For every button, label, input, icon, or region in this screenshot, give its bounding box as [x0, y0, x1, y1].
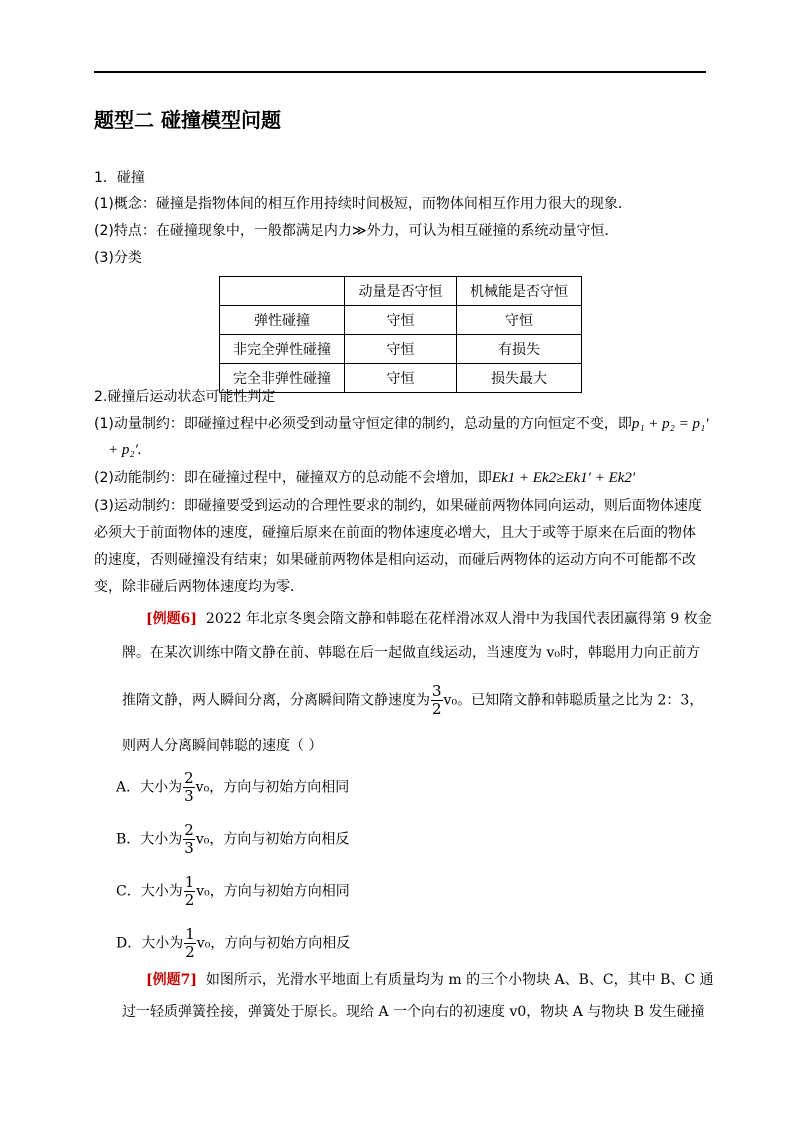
fraction [184, 874, 196, 909]
fraction [183, 822, 195, 857]
table-cell: 守恒 [345, 306, 457, 335]
example7-line: 过一轻质弹簧拴接，弹簧处于原长。现给 A 一个向右的初速度 v0，物块 A 与物块 B 发生碰撞 [122, 1004, 705, 1020]
table-header-cell: 动量是否守恒 [345, 277, 457, 306]
fraction-denominator: 3 [184, 787, 194, 805]
example7-line [146, 970, 714, 990]
possibility-heading: 2.碰撞后运动状态可能性判定 [94, 389, 276, 405]
concept-paragraph: (1)概念：碰撞是指物体间的相互作用持续时间极短，而物体间相互作用力很大的现象． [94, 196, 632, 212]
motion-constraint-line: 变，除非碰后两物体速度均为零． [94, 579, 304, 595]
fraction [184, 926, 196, 961]
fraction-denominator: 2 [184, 891, 195, 909]
momentum-constraint [94, 414, 709, 434]
table-header-cell: 机械能是否守恒 [457, 277, 582, 306]
table-cell: 有损失 [457, 335, 582, 364]
feature-paragraph: (2)特点：在碰撞现象中，一般都满足内力≫外力，可认为相互碰撞的系统动量守恒． [94, 223, 619, 239]
example6-line [146, 609, 712, 629]
motion-constraint-line: 必须大于前面物体的速度，碰撞后原来在前面的物体速度必增大，且大于或等于原来在后面的物体 [94, 525, 696, 541]
example6-line: 牌。在某次训练中隋文静在前、韩聪在后一起做直线运动，当速度为 v₀时，韩聪用力向正前方 [122, 645, 700, 661]
option-label: D．大小为 [116, 935, 184, 952]
fraction [431, 683, 443, 718]
header-rule [94, 71, 706, 73]
table-header-cell [220, 277, 345, 306]
table-cell: 守恒 [345, 335, 457, 364]
energy-constraint [94, 468, 635, 488]
example6-question: 则两人分离瞬间韩聪的速度（ ） [122, 738, 323, 754]
option-d[interactable] [116, 926, 350, 961]
fraction-numerator: 2 [184, 821, 194, 839]
table-header-row [220, 277, 582, 306]
collision-classification-table [219, 276, 582, 393]
motion-constraint-line: 的速度，否则碰撞没有结束；如果碰前两物体是相向运动，而碰后两物体的运动方向不可能都不改 [94, 552, 696, 568]
fraction-denominator: 3 [184, 839, 194, 857]
option-label: A．大小为 [116, 779, 183, 796]
fraction-numerator: 3 [432, 682, 442, 700]
option-text: v₀，方向与初始方向相反 [195, 831, 350, 848]
example6-text: 2022 年北京冬奥会隋文静和韩聪在花样滑冰双人滑中为我国代表团赢得第 9 枚金 [205, 611, 712, 627]
table-cell: 守恒 [457, 306, 582, 335]
section-title: 题型二 碰撞模型问题 [94, 108, 281, 132]
fraction-numerator: 2 [184, 769, 194, 787]
fraction [183, 770, 195, 805]
energy-constraint-text: (2)动能制约：即在碰撞过程中，碰撞双方的总动能不会增加，即 [94, 470, 492, 486]
example6-text: v₀。已知隋文静和韩聪质量之比为 2：3， [443, 692, 704, 709]
motion-constraint-line: (3)运动制约：即碰撞要受到运动的合理性要求的制约，如果碰前两物体同向运动，则后面物体速度 [94, 498, 702, 514]
option-b[interactable] [116, 822, 349, 857]
option-label: C．大小为 [116, 883, 183, 900]
option-a[interactable] [116, 770, 349, 805]
fraction-numerator: 1 [185, 925, 195, 943]
momentum-formula: p₁ + p₂ = p₁′ [631, 416, 709, 432]
example6-line [122, 683, 703, 718]
option-text: v₀，方向与初始方向相反 [196, 935, 351, 952]
table-cell: 守恒 [345, 364, 457, 393]
example7-tag: [例题7] [146, 972, 197, 988]
collision-heading: 1．碰撞 [94, 170, 145, 186]
energy-formula: Ek1 + Ek2≥Ek1′ + Ek2′ [491, 470, 636, 486]
fraction-denominator: 2 [185, 943, 195, 961]
option-text: v₀，方向与初始方向相同 [196, 883, 350, 900]
table-cell: 完全非弹性碰撞 [220, 364, 345, 393]
fraction-denominator: 2 [432, 700, 442, 718]
momentum-constraint-text: (1)动量制约：即碰撞过程中必须受到动量守恒定律的制约，总动量的方向恒定不变，即 [94, 416, 632, 432]
fraction-numerator: 1 [184, 873, 195, 891]
momentum-formula-tail: + p₂′. [108, 442, 142, 458]
example6-tag: [例题6] [146, 611, 197, 627]
table-row [220, 335, 582, 364]
table-cell: 非完全弹性碰撞 [220, 335, 345, 364]
example7-text: 如图所示，光滑水平地面上有质量均为 m 的三个小物块 A、B、C，其中 B、C 通 [205, 972, 714, 988]
option-label: B．大小为 [116, 831, 183, 848]
table-cell: 损失最大 [457, 364, 582, 393]
option-c[interactable] [116, 874, 350, 909]
example6-text: 推隋文静，两人瞬间分离，分离瞬间隋文静速度为 [122, 692, 430, 709]
classification-heading: (3)分类 [94, 250, 142, 266]
table-row [220, 306, 582, 335]
option-text: v₀，方向与初始方向相同 [195, 779, 350, 796]
table-cell: 弹性碰撞 [220, 306, 345, 335]
